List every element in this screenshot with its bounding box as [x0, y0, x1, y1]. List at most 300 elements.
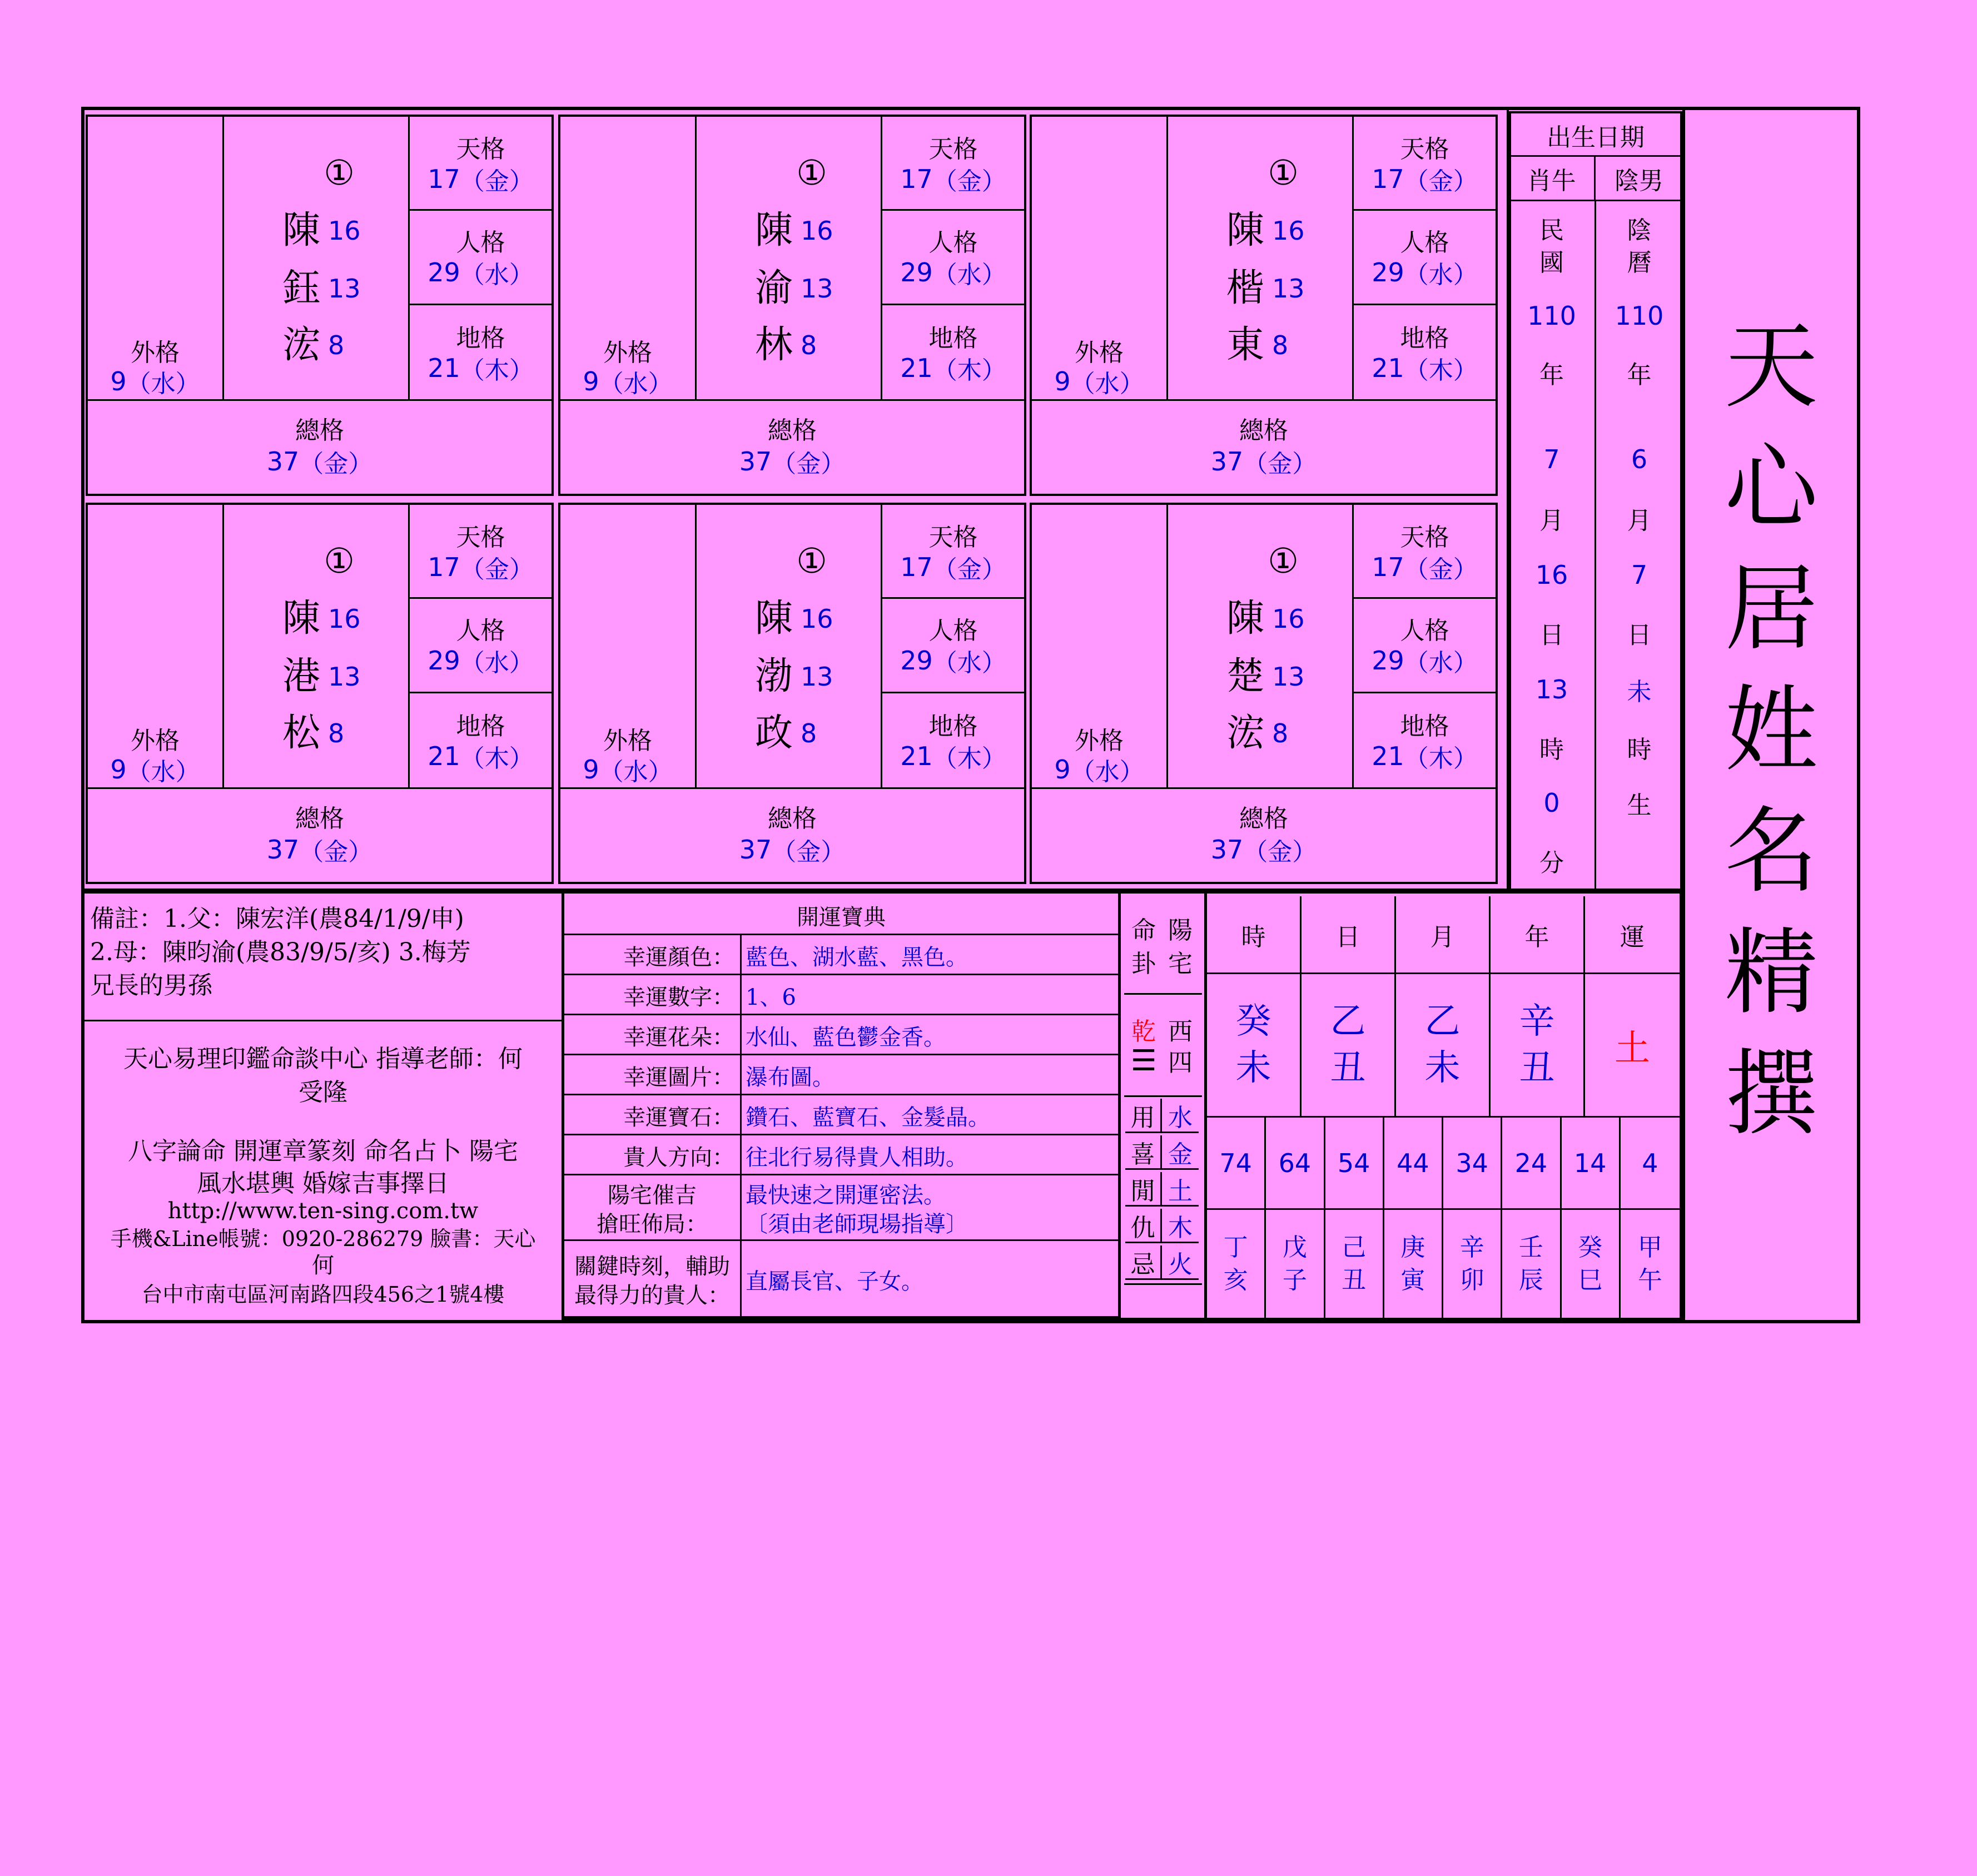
zong-num: 37: [266, 446, 300, 477]
luck-row-divider: [740, 1095, 742, 1135]
wai-label: 外格: [131, 339, 180, 367]
ren-value: [882, 644, 1024, 677]
grid-line: [410, 597, 552, 599]
luck-value: 直屬長官、子女。: [746, 1268, 923, 1294]
luck-label: 幸運顏色：: [623, 944, 734, 970]
dayun-pillar: [1502, 1210, 1561, 1318]
name-grid: [558, 503, 1026, 884]
stroke-count: 8: [328, 330, 345, 360]
di-value: [410, 740, 552, 773]
stroke-count: 8: [801, 330, 817, 360]
dayun-age: 4: [1621, 1118, 1680, 1210]
di-element: （木）: [460, 745, 534, 773]
gua-trigram-icon: ☰: [1130, 1044, 1157, 1078]
grid-line: [695, 505, 697, 787]
lunar-month-unit: 月: [1627, 507, 1652, 535]
center-phone-2: 何: [312, 1252, 334, 1278]
zong-num: 37: [1210, 446, 1244, 477]
grid-line: [1354, 597, 1496, 599]
lunar-day-unit: 日: [1627, 621, 1652, 649]
lunar-label1: 陰: [1627, 216, 1652, 245]
name-grid: [558, 115, 1026, 496]
di-value: [882, 740, 1024, 773]
zong-value: [560, 833, 1024, 866]
tian-element: （金）: [932, 555, 1006, 584]
luck-row: [564, 1095, 1118, 1135]
title-char-1: 天: [1725, 311, 1818, 421]
grid-line: [1354, 209, 1496, 211]
stroke-count: 16: [1272, 216, 1305, 246]
grid-line: [882, 304, 1024, 305]
notes-line-1: 備註：1.父：陳宏洋(農84/1/9/申): [90, 905, 464, 933]
given-char-2: 浤: [1226, 711, 1265, 755]
stroke-count: 16: [1272, 604, 1305, 634]
title-char-3: 居: [1725, 554, 1818, 663]
tian-value: [1354, 162, 1496, 196]
wai-label: 外格: [603, 727, 652, 755]
zong-element: （金）: [299, 838, 373, 866]
wai-num: 9: [583, 366, 599, 396]
zong-num: 37: [266, 835, 300, 865]
wai-element: （水）: [1070, 370, 1144, 398]
grid-line: [695, 117, 697, 399]
circle-mark: ①: [1268, 152, 1299, 193]
bazi-pillar: [1302, 974, 1396, 1118]
pillar-branch: 未: [1235, 1047, 1271, 1089]
center-line-2: 受隆: [299, 1078, 347, 1106]
gua-h2: 卦: [1131, 950, 1156, 978]
stroke-count: 13: [328, 662, 361, 692]
bazi-header: 時: [1207, 896, 1302, 974]
lunar-hour-unit: 時: [1627, 736, 1652, 764]
gua-dir2: 四: [1168, 1049, 1193, 1077]
grid-line: [882, 692, 1024, 693]
zong-element: （金）: [772, 450, 846, 478]
zong-element: （金）: [299, 450, 373, 478]
title-char-2: 心: [1725, 433, 1818, 542]
stroke-count: 8: [328, 718, 345, 748]
ren-label: 人格: [1400, 617, 1449, 645]
di-num: 21: [428, 741, 460, 771]
lunar-month: 6: [1631, 444, 1648, 474]
bazi-pillar: [1491, 974, 1585, 1118]
zong-label: 總格: [768, 805, 817, 833]
dayun-branch: 午: [1637, 1266, 1662, 1294]
luck-row-divider: [740, 1055, 742, 1095]
dayun-age: 24: [1502, 1118, 1561, 1210]
bazi-pillar: [1207, 974, 1302, 1118]
grid-line: [1166, 117, 1168, 399]
ren-element: （水）: [1404, 261, 1478, 289]
vertical-title: [1685, 300, 1858, 1157]
zong-label: 總格: [768, 416, 817, 445]
center-line-3: 八字論命 開運章篆刻 命名占卜 陽宅: [128, 1137, 518, 1165]
surname-char: 陳: [755, 209, 793, 252]
wai-label: 外格: [131, 727, 180, 755]
wai-element: （水）: [126, 370, 200, 398]
wai-element: （水）: [599, 370, 673, 398]
dayun-age: 34: [1443, 1118, 1502, 1210]
ren-num: 29: [428, 257, 460, 287]
ren-label: 人格: [1400, 229, 1449, 257]
di-label: 地格: [1400, 712, 1449, 741]
ren-element: （水）: [932, 649, 1006, 677]
ren-label: 人格: [928, 617, 978, 645]
zong-num: 37: [739, 835, 772, 865]
tian-num: 17: [1372, 552, 1404, 582]
wai-element: （水）: [599, 758, 673, 786]
luck-title: 開運寶典: [564, 897, 1118, 935]
grid-line: [1166, 505, 1168, 787]
solar-month: 7: [1543, 444, 1560, 474]
ren-label: 人格: [456, 617, 505, 645]
luck-label: 幸運圖片：: [623, 1064, 734, 1090]
tian-label: 天格: [928, 523, 978, 552]
luck-row: [564, 1135, 1118, 1175]
ren-value: [1354, 256, 1496, 289]
tian-num: 17: [428, 552, 460, 582]
yong-key: 閒: [1125, 1172, 1162, 1207]
yong-key: 用: [1125, 1099, 1162, 1133]
dayun-age: 44: [1384, 1118, 1443, 1210]
wai-value: [1032, 366, 1166, 397]
luck-row-divider: [740, 1175, 742, 1241]
dayun-branch: 巳: [1578, 1266, 1603, 1294]
name-char-row-1: [227, 594, 410, 644]
dayun-branch: 寅: [1400, 1266, 1425, 1294]
name-char-row-3: [1171, 320, 1354, 370]
luck-value: 藍色、湖水藍、黑色。: [746, 944, 968, 970]
ren-num: 29: [428, 646, 460, 676]
wai-value: [1032, 754, 1166, 785]
ren-num: 29: [1372, 646, 1404, 676]
wai-num: 9: [1054, 366, 1071, 396]
grid-line: [1354, 304, 1496, 305]
dayun-pillar: [1384, 1210, 1443, 1318]
dayun-pillar: [1621, 1210, 1680, 1318]
luck-row-divider: [740, 1135, 742, 1175]
yong-value: 水: [1162, 1099, 1199, 1133]
name-grid: [86, 503, 554, 884]
given-char-1: 楚: [1226, 654, 1265, 698]
name-char-row-2: [227, 264, 410, 314]
yong-value: 木: [1162, 1209, 1199, 1243]
stroke-count: 13: [801, 662, 833, 692]
center-line-1: 天心易理印鑑命談中心 指導老師：何: [123, 1045, 523, 1073]
dayun-stem: 戊: [1282, 1233, 1307, 1262]
yong-value: 火: [1162, 1245, 1199, 1280]
dayun-branch: 卯: [1459, 1266, 1484, 1294]
luck-label: 幸運數字：: [623, 984, 734, 1010]
solar-label1: 民: [1539, 216, 1564, 245]
wai-label: 外格: [603, 339, 652, 367]
di-num: 21: [428, 353, 460, 383]
birth-zodiac: 肖牛: [1509, 157, 1596, 201]
stroke-count: 16: [328, 216, 361, 246]
pillar-branch: 未: [1424, 1047, 1461, 1089]
ren-label: 人格: [456, 229, 505, 257]
luck-row-divider: [740, 975, 742, 1015]
di-label: 地格: [928, 324, 978, 353]
surname-char: 陳: [755, 597, 793, 641]
tian-label: 天格: [456, 523, 505, 552]
gua-divider-3: [1124, 1283, 1202, 1285]
tian-label: 天格: [928, 135, 978, 163]
gua-h4: 宅: [1168, 950, 1193, 978]
luck-value: 1、6: [746, 984, 796, 1010]
tian-value: [882, 162, 1024, 196]
tian-value: [882, 550, 1024, 584]
given-char-1: 港: [282, 654, 321, 698]
dayun-branch: 亥: [1223, 1266, 1248, 1294]
gua-h1: 命: [1131, 916, 1156, 945]
solar-year-unit: 年: [1539, 361, 1564, 389]
name-grid: [86, 115, 554, 496]
wai-value: [88, 754, 222, 785]
yong-value: 土: [1162, 1172, 1199, 1207]
solar-month-unit: 月: [1539, 507, 1564, 535]
zong-value: [88, 833, 552, 866]
zong-label: 總格: [1239, 805, 1288, 833]
wai-label: 外格: [1075, 339, 1124, 367]
name-grid: [1030, 115, 1498, 496]
dayun-pillar: [1443, 1210, 1502, 1318]
notes-line-2: 2.母：陳昀渝(農83/9/5/亥) 3.梅芳: [90, 938, 471, 966]
wai-num: 9: [583, 755, 599, 785]
wai-num: 9: [110, 755, 127, 785]
name-char-row-2: [1171, 264, 1354, 314]
luck-row-divider: [740, 1241, 742, 1318]
surname-char: 陳: [1226, 597, 1265, 641]
name-char-row-1: [699, 206, 883, 256]
given-char-2: 松: [282, 711, 321, 755]
luck-value: 鑽石、藍寶石、金髮晶。: [746, 1104, 990, 1130]
tian-label: 天格: [1400, 523, 1449, 552]
title-char-7: 撰: [1725, 1039, 1818, 1148]
wai-value: [560, 366, 695, 397]
center-phone: 手機&Line帳號：0920-286279 臉書：天心: [110, 1226, 536, 1251]
name-char-row-1: [1171, 594, 1354, 644]
center-url[interactable]: http://www.ten-sing.com.tw: [167, 1198, 479, 1224]
grid-line: [560, 399, 1024, 401]
stroke-count: 8: [1272, 718, 1289, 748]
ren-value: [1354, 644, 1496, 677]
di-label: 地格: [1400, 324, 1449, 353]
center-address: 台中市南屯區河南路四段456之1號4樓: [141, 1282, 505, 1307]
zong-value: [1032, 833, 1496, 866]
luck-row: [564, 935, 1118, 975]
stroke-count: 8: [801, 718, 817, 748]
luck-row: [564, 1175, 1118, 1241]
di-num: 21: [900, 353, 933, 383]
grid-line: [882, 209, 1024, 211]
stroke-count: 13: [1272, 662, 1305, 692]
zong-element: （金）: [772, 838, 846, 866]
solar-day-unit: 日: [1539, 621, 1564, 649]
dayun-age: 14: [1562, 1118, 1621, 1210]
pillar-stem: 乙: [1330, 1001, 1366, 1043]
gua-dir1: 西: [1168, 1018, 1193, 1046]
luck-label-2: 搶旺佈局：: [597, 1211, 708, 1237]
dayun-stem: 壬: [1518, 1233, 1543, 1262]
wai-element: （水）: [126, 758, 200, 786]
name-grid: [1030, 503, 1498, 884]
tian-num: 17: [1372, 164, 1404, 194]
di-num: 21: [1372, 741, 1404, 771]
di-element: （木）: [1404, 745, 1478, 773]
surname-char: 陳: [282, 597, 321, 641]
luck-row: [564, 975, 1118, 1015]
gua-name: 乾: [1131, 1018, 1156, 1046]
zong-num: 37: [1210, 835, 1244, 865]
dayun-pillar: [1207, 1210, 1266, 1318]
circle-mark: ①: [324, 152, 355, 193]
name-char-row-3: [699, 708, 883, 758]
grid-line: [410, 304, 552, 305]
dayun-stem: 己: [1342, 1233, 1367, 1262]
given-char-1: 鈺: [282, 266, 321, 310]
wai-value: [560, 754, 695, 785]
circle-mark: ①: [796, 540, 827, 581]
tian-element: （金）: [460, 167, 534, 196]
stroke-count: 13: [801, 274, 833, 304]
grid-line: [222, 505, 224, 787]
title-char-6: 精: [1725, 917, 1818, 1027]
surname-char: 陳: [282, 209, 321, 252]
stroke-count: 8: [1272, 330, 1289, 360]
name-char-row-3: [227, 708, 410, 758]
luck-label-1: 關鍵時刻，輔助: [574, 1253, 730, 1279]
notes-divider: [85, 1020, 562, 1021]
ren-num: 29: [900, 646, 933, 676]
tian-element: （金）: [460, 555, 534, 584]
given-char-2: 浤: [282, 323, 321, 367]
name-char-row-3: [699, 320, 883, 370]
center-line-4: 風水堪輿 婚嫁吉事擇日: [197, 1169, 449, 1198]
given-char-2: 政: [755, 711, 793, 755]
solar-col: [1509, 201, 1594, 891]
ren-label: 人格: [928, 229, 978, 257]
grid-line: [1354, 692, 1496, 693]
tian-num: 17: [428, 164, 460, 194]
di-element: （木）: [1404, 356, 1478, 385]
grid-line: [222, 117, 224, 399]
tian-value: [410, 162, 552, 196]
dayun-branch: 子: [1282, 1266, 1307, 1294]
name-char-row-1: [227, 206, 410, 256]
yong-key: 仇: [1125, 1209, 1162, 1243]
solar-hour-unit: 時: [1539, 736, 1564, 764]
zong-element: （金）: [1243, 450, 1317, 478]
grid-line: [560, 787, 1024, 789]
di-element: （木）: [460, 356, 534, 385]
pillar-stem: 乙: [1424, 1001, 1461, 1043]
dayun-stem: 甲: [1637, 1233, 1662, 1262]
pillar-branch: 丑: [1330, 1047, 1366, 1089]
solar-hour: 13: [1535, 674, 1568, 704]
tian-value: [1354, 550, 1496, 584]
di-label: 地格: [456, 324, 505, 353]
luck-row: [564, 1015, 1118, 1055]
pillar-stem: 癸: [1235, 1001, 1271, 1043]
di-value: [1354, 740, 1496, 773]
grid-line: [1032, 399, 1496, 401]
lunar-label2: 曆: [1627, 249, 1652, 277]
notes-line-3: 兄長的男孫: [90, 971, 212, 1000]
stroke-count: 16: [801, 216, 833, 246]
bazi-pillar: [1396, 974, 1491, 1118]
solar-min-unit: 分: [1539, 849, 1564, 877]
bottom-line: [562, 1318, 1682, 1321]
zong-value: [560, 445, 1024, 478]
di-label: 地格: [928, 712, 978, 741]
name-char-row-2: [699, 264, 883, 314]
ren-num: 29: [900, 257, 933, 287]
ren-num: 29: [1372, 257, 1404, 287]
luck-label: 幸運花朵：: [623, 1024, 734, 1050]
lunar-year: 110: [1615, 301, 1664, 331]
circle-mark: ①: [324, 540, 355, 581]
dayun-stem: 庚: [1400, 1233, 1425, 1262]
ren-element: （水）: [1404, 649, 1478, 677]
grid-line: [882, 597, 1024, 599]
luck-label: 幸運寶石：: [623, 1104, 734, 1130]
ren-element: （水）: [932, 261, 1006, 289]
bazi-header: 年: [1491, 896, 1585, 974]
name-char-row-2: [1171, 652, 1354, 702]
ren-value: [410, 256, 552, 289]
di-value: [1354, 351, 1496, 385]
bazi-header: 日: [1302, 896, 1396, 974]
zong-label: 總格: [295, 416, 344, 445]
grid-line: [88, 399, 552, 401]
luck-value-1: 最快速之開運密法。: [746, 1182, 946, 1208]
dayun-stem: 癸: [1578, 1233, 1603, 1262]
lunar-col: [1596, 201, 1682, 891]
dayun-branch: 辰: [1518, 1266, 1543, 1294]
grid-line: [410, 692, 552, 693]
di-value: [882, 351, 1024, 385]
dayun-pillar: [1562, 1210, 1621, 1318]
given-char-2: 東: [1226, 323, 1265, 367]
name-char-row-3: [227, 320, 410, 370]
yong-key: 忌: [1125, 1245, 1162, 1280]
surname-char: 陳: [1226, 209, 1265, 252]
solar-min: 0: [1543, 788, 1560, 818]
tian-value: [410, 550, 552, 584]
tian-element: （金）: [932, 167, 1006, 196]
tian-label: 天格: [456, 135, 505, 163]
di-num: 21: [1372, 353, 1404, 383]
birth-header: 出生日期: [1509, 115, 1682, 157]
luck-value: 往北行易得貴人相助。: [746, 1144, 968, 1170]
name-char-row-2: [227, 652, 410, 702]
title-char-5: 名: [1725, 796, 1818, 906]
zong-element: （金）: [1243, 838, 1317, 866]
wai-value: [88, 366, 222, 397]
pillar-stem: 辛: [1519, 1001, 1555, 1043]
luck-row: [564, 1055, 1118, 1095]
wai-num: 9: [110, 366, 127, 396]
given-char-1: 渤: [755, 654, 793, 698]
tian-element: （金）: [1404, 167, 1478, 196]
gua-h3: 陽: [1168, 916, 1193, 945]
wai-element: （水）: [1070, 758, 1144, 786]
grid-line: [1032, 787, 1496, 789]
yong-key: 喜: [1125, 1135, 1162, 1170]
yong-value: 金: [1162, 1135, 1199, 1170]
circle-mark: ①: [796, 152, 827, 193]
